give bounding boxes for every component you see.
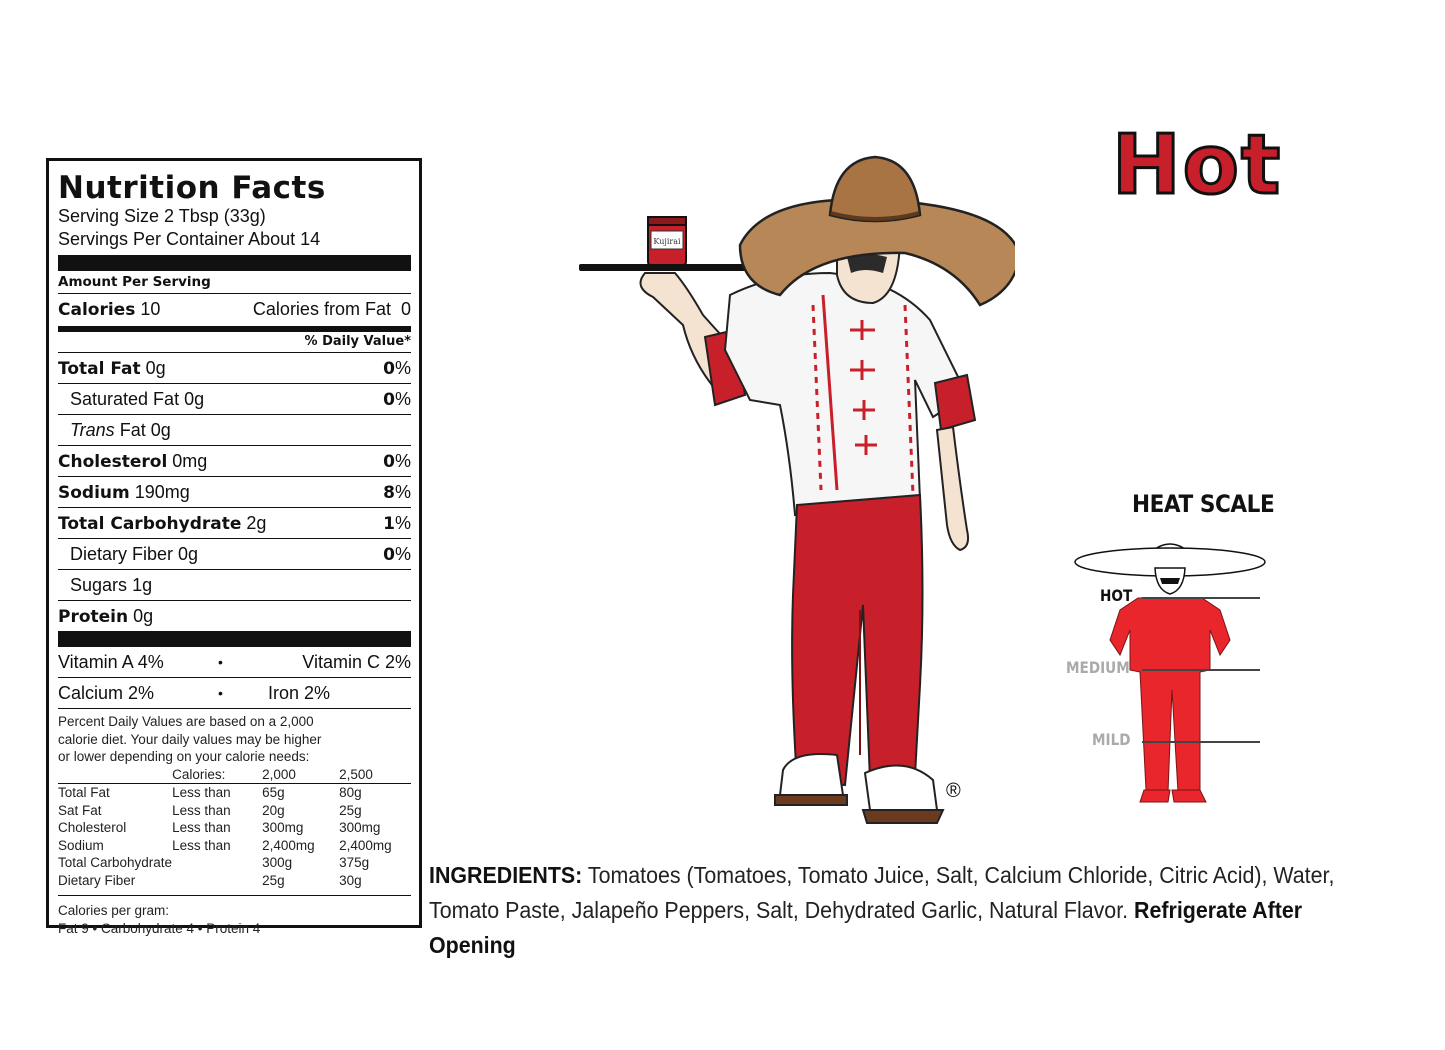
nutrient-row-cholesterol: [58, 445, 411, 476]
nutrient-amount: 0g: [133, 606, 154, 626]
amount-per-serving: Amount Per Serving: [58, 274, 211, 290]
calories-label: Calories: [58, 300, 136, 320]
footnote-line: Percent Daily Values are based on a 2,000: [58, 714, 314, 729]
nutrient-row-total-fat: [58, 352, 411, 383]
footnote: [58, 713, 411, 766]
nutrient-label: Sodium: [58, 483, 130, 503]
divider: [58, 708, 411, 709]
heat-level-hot: HOT: [1100, 586, 1133, 605]
bullet: •: [218, 654, 223, 670]
nutrient-dv: 0: [383, 390, 395, 410]
nutrient-dv: 1: [383, 514, 395, 534]
heat-level-title: Hot: [1112, 118, 1283, 213]
jar-label: Kujirai: [653, 237, 681, 246]
table-row: [58, 854, 411, 872]
nutrient-amount: 0g: [184, 389, 205, 409]
table-row: [58, 819, 411, 837]
nutrient-amount: 0mg: [172, 451, 208, 471]
table-header: [58, 766, 411, 784]
table-cell: 65g: [262, 785, 285, 800]
table-row: [58, 872, 411, 890]
table-cell: Less than: [172, 802, 231, 818]
storage-note: Refrigerate After Opening: [429, 897, 1303, 958]
nutrient-row-protein: [58, 600, 411, 631]
table-cell: 300mg: [262, 820, 304, 835]
iron: Iron 2%: [268, 682, 331, 703]
nutrient-amount: 1g: [132, 575, 153, 595]
calories-per-gram-values: Fat 9 • Carbohydrate 4 • Protein 4: [58, 920, 261, 936]
table-row: [58, 802, 411, 820]
nutrient-amount: 190mg: [134, 482, 190, 502]
ingredients-label: INGREDIENTS:: [429, 862, 583, 888]
nutrient-amount: 0g: [178, 544, 199, 564]
divider: [58, 895, 411, 896]
table-cell: 2,000: [262, 766, 339, 784]
heat-scale-body-fill: [1110, 598, 1230, 802]
nutrient-label: Saturated Fat: [70, 389, 180, 409]
table-cell: 2,400mg: [262, 837, 315, 853]
calories-per-gram: Calories per gram:: [58, 903, 170, 918]
table-cell: Total Carbohydrate: [58, 855, 173, 870]
vitamin-row: [58, 677, 411, 708]
calcium: Calcium 2%: [58, 682, 155, 703]
nutrient-row-sugars: [58, 569, 411, 600]
divider-thick: [58, 255, 411, 271]
nutrient-label: Trans: [70, 420, 115, 440]
heat-scale-title: HEAT SCALE: [1132, 490, 1275, 518]
nutrient-dv: 0: [383, 359, 395, 379]
table-cell: [172, 872, 262, 890]
nutrient-row-sodium: [58, 476, 411, 507]
table-row: [58, 837, 411, 855]
nutrient-label-suffix: Fat: [119, 420, 146, 440]
pct-sign: %: [394, 482, 411, 502]
table-row: [58, 784, 411, 802]
nutrient-label: Protein: [58, 607, 129, 627]
calories-value: 10: [140, 299, 161, 319]
servings-per-container: Servings Per Container About 14: [58, 229, 321, 249]
table-cell: 300g: [262, 855, 293, 870]
nutrient-row-total-carbohydrate: [58, 507, 411, 538]
nutrition-title: Nutrition Facts: [58, 170, 326, 206]
table-cell: 25g: [339, 802, 362, 818]
nutrient-amount: 2g: [246, 513, 267, 533]
nutrient-row-trans-fat: [58, 414, 411, 445]
footnote-line: calorie diet. Your daily values may be higher: [58, 731, 322, 747]
table-cell: Total Fat: [58, 785, 110, 800]
calories-row: [58, 293, 411, 324]
pct-sign: %: [394, 358, 411, 378]
vitamin-c: Vitamin C 2%: [302, 651, 411, 672]
pct-sign: %: [394, 451, 411, 471]
table-cell: Less than: [172, 837, 231, 853]
footnote-line: or lower depending on your calorie needs:: [58, 749, 310, 764]
salsa-jar-icon: [648, 217, 686, 265]
table-cell: 80g: [339, 785, 362, 800]
divider-thick: [58, 631, 411, 647]
nutrient-row-saturated-fat: [58, 383, 411, 414]
table-cell: 375g: [339, 855, 370, 870]
calories-from-fat-label: Calories from Fat: [252, 299, 391, 319]
serving-size: Serving Size 2 Tbsp (33g): [58, 206, 266, 226]
ingredients-text: Tomatoes (Tomatoes, Tomato Juice, Salt, Calcium Chloride, Citric Acid), Water, Tomato Paste, Jalapeño Peppers, Salt, Dehydrated Garlic, Natural Flavor.: [429, 862, 1335, 923]
table-cell: Sodium: [58, 837, 104, 853]
table-cell: 300mg: [339, 820, 381, 835]
pct-sign: %: [394, 513, 411, 533]
table-cell: Dietary Fiber: [58, 872, 136, 888]
bullet: •: [218, 685, 223, 701]
pct-sign: %: [394, 544, 411, 564]
ingredients-block: [429, 858, 1350, 963]
pct-sign: %: [394, 389, 411, 409]
daily-value-header: % Daily Value*: [304, 334, 411, 349]
nutrient-dv: 0: [383, 545, 395, 565]
calories-from-fat-value: 0: [400, 299, 411, 319]
heat-level-mild: MILD: [1092, 730, 1131, 749]
table-cell: Calories:: [172, 766, 262, 784]
nutrient-dv: 8: [383, 483, 395, 503]
table-cell: Sat Fat: [58, 802, 102, 818]
nutrition-facts-panel: [46, 158, 422, 936]
nutrient-label: Sugars: [70, 575, 128, 595]
table-cell: [58, 766, 172, 784]
nutrient-label: Total Fat: [58, 359, 141, 379]
table-cell: Less than: [172, 785, 231, 800]
nutrient-label: Dietary Fiber: [70, 544, 174, 564]
table-cell: Cholesterol: [58, 820, 127, 835]
vitamin-row: [58, 647, 411, 677]
table-cell: 2,400mg: [339, 837, 392, 853]
table-cell: 20g: [262, 802, 285, 818]
vitamin-a: Vitamin A 4%: [58, 651, 164, 672]
table-cell: [172, 854, 262, 872]
table-cell: 30g: [339, 872, 362, 888]
nutrient-row-dietary-fiber: [58, 538, 411, 569]
mascot-illustration: [575, 155, 1015, 835]
table-cell: Less than: [172, 820, 231, 835]
nutrient-amount: 0g: [150, 420, 171, 440]
table-cell: 2,500: [339, 766, 411, 784]
nutrient-amount: 0g: [145, 358, 166, 378]
nutrient-label: Cholesterol: [58, 452, 168, 472]
nutrient-label: Total Carbohydrate: [58, 514, 242, 534]
nutrient-dv: 0: [383, 452, 395, 472]
daily-values-table: [58, 766, 411, 890]
heat-level-medium: MEDIUM: [1066, 658, 1130, 677]
registered-mark: ®: [946, 780, 961, 802]
table-cell: 25g: [262, 872, 285, 888]
